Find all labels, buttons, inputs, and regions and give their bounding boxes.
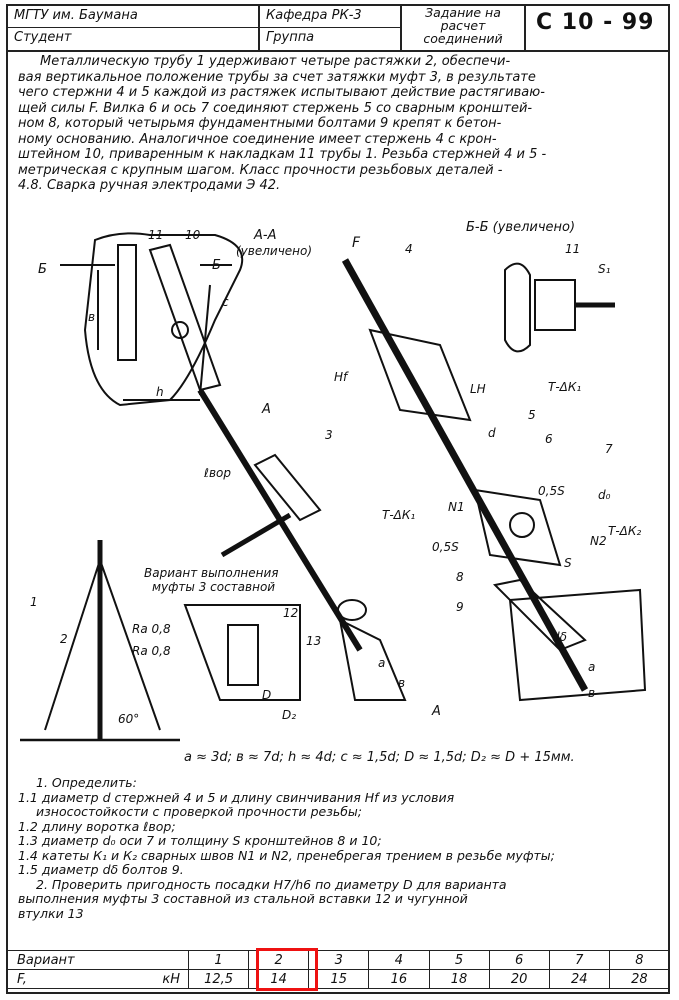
variant-cell: 7	[549, 951, 609, 970]
section-aa-enlarged: (увеличено)	[236, 244, 313, 258]
part-label-7: 7	[605, 442, 613, 456]
task-line: ному основанию. Аналогичное соединение имеет стержень 4 с крон-	[18, 131, 497, 147]
part-label-11-bb: 11	[565, 242, 581, 256]
force-cell: 16	[369, 970, 429, 989]
coupling-3-section	[370, 330, 470, 420]
dim-l-vor: ℓвор	[204, 466, 231, 480]
student-label: Студент	[14, 30, 72, 45]
weld-n1: N1	[448, 500, 465, 514]
table-row-force	[7, 970, 670, 989]
task-title-line3: соединений	[423, 31, 503, 46]
force-f-label: F	[352, 235, 361, 251]
weld-tk2: Т-ΔК₂	[608, 524, 642, 538]
rod-4-5-main	[345, 260, 585, 690]
group-label: Группа	[266, 30, 315, 45]
variant-table	[6, 950, 670, 989]
task-line: щей силы F. Вилка 6 и ось 7 соединяют стержень 5 со сварным кронштей-	[18, 100, 533, 116]
requirement-line: износостойкости с проверкой прочности резьбы;	[36, 805, 363, 819]
force-unit: кН	[162, 971, 180, 987]
dim-b: в	[88, 310, 96, 324]
task-title-line2: расчет	[440, 18, 486, 33]
dim-angle: 60°	[118, 712, 140, 726]
force-label: F,	[17, 971, 27, 987]
part-label-5: 5	[528, 408, 536, 422]
section-a-mark-bottom: А	[432, 704, 441, 719]
insert-12	[228, 625, 258, 685]
force-cell: 14	[249, 970, 309, 989]
roughness-1: Ra 0,8	[132, 622, 171, 636]
part-label-3: 3	[325, 428, 333, 442]
variant-cell: 3	[309, 951, 369, 970]
dim-d0: d₀	[598, 488, 611, 502]
part-label-6: 6	[545, 432, 553, 446]
dim-D: D	[262, 688, 272, 702]
requirement-line: 1.5 диаметр dδ болтов 9.	[18, 863, 184, 877]
section-b-mark-right: Б	[212, 258, 221, 273]
requirement-line: выполнения муфты 3 составной из стальной вставки 12 и чугунной	[18, 892, 468, 906]
force-header	[7, 970, 189, 989]
weld-n2: N2	[590, 534, 607, 548]
variant-caption-line1: Вариант выполнения	[144, 566, 279, 580]
department-text: Кафедра РК-3	[266, 8, 362, 23]
fork-6	[475, 490, 560, 565]
task-title-line1: Задание на	[425, 6, 501, 20]
task-line: 4.8. Сварка ручная электродами Э 42.	[18, 178, 281, 193]
section-bb-bracket	[535, 280, 575, 330]
task-line: ном 8, который четырьмя фундаментными болтами 9 крепят к бетон-	[18, 116, 502, 131]
weld-tk-left: Т-ΔК₁	[382, 508, 416, 522]
force-cell: 15	[309, 970, 369, 989]
variant-cell: 4	[369, 951, 429, 970]
variant-header: Вариант	[7, 951, 189, 970]
table-row-variant	[7, 951, 670, 970]
university-text: МГТУ им. Баумана	[14, 8, 138, 23]
dim-a-left: a	[378, 656, 386, 670]
part-label-13: 13	[306, 634, 322, 648]
selected-variant-highlight	[256, 948, 318, 991]
task-line: метрическая с крупным шагом. Класс прочности резьбовых деталей -	[18, 162, 503, 178]
dim-lh: LH	[470, 382, 486, 396]
variant-cell: 2	[249, 951, 309, 970]
task-line: Металлическую трубу 1 удерживают четыре растяжки 2, обеспечи-	[40, 54, 511, 69]
coupling-3	[255, 455, 320, 520]
joint	[338, 600, 366, 620]
requirement-line: 1.2 длину воротка ℓвор;	[18, 819, 176, 834]
dim-a-right: a	[588, 660, 596, 674]
section-bb-title: Б-Б (увеличено)	[466, 220, 576, 235]
variant-cell: 1	[189, 951, 249, 970]
dim-05s-top: 0,5S	[538, 484, 565, 498]
variant-cell: 6	[489, 951, 549, 970]
plate-11	[118, 245, 136, 360]
force-cell: 28	[609, 970, 669, 989]
dim-hf-top: Нf	[334, 370, 348, 384]
dim-c: с	[222, 295, 229, 309]
guy-2-left	[45, 560, 100, 730]
part-label-9: 9	[456, 600, 464, 614]
dimension-ratios: a ≈ 3d; в ≈ 7d; h ≈ 4d; c ≈ 1,5d; D ≈ 1,5d; D₂ ≈ D + 15мм.	[184, 750, 575, 765]
requirement-line: 1.1 диаметр d стержней 4 и 5 и длину свинчивания Нf из условия	[18, 790, 455, 805]
dim-d-bolt: dδ	[552, 630, 567, 644]
force-cell: 20	[489, 970, 549, 989]
requirement-line: втулки 13	[18, 906, 84, 921]
variant-cell: 8	[609, 951, 669, 970]
wrench-bar	[222, 515, 290, 555]
requirements	[18, 776, 658, 921]
section-a-mark-top: А	[262, 402, 271, 417]
section-b-mark-left: Б	[38, 262, 47, 277]
axis-7	[510, 513, 534, 537]
section-aa-title: А-А	[254, 228, 277, 243]
variant-caption-line2: муфты 3 составной	[152, 580, 276, 594]
part-label-1: 1	[30, 595, 38, 609]
weld-tk1-bb: Т-ΔК₁	[548, 380, 582, 394]
task-code: С 10 - 99	[536, 10, 655, 35]
part-label-12: 12	[283, 606, 299, 620]
dim-05s-left: 0,5S	[432, 540, 459, 554]
section-bb-plate	[505, 264, 530, 352]
task-line: штейном 10, приваренным к накладкам 11 трубы 1. Резьба стержней 4 и 5 -	[18, 147, 547, 162]
task-line: чего стержни 4 и 5 каждой из растяжек испытывают действие растягиваю-	[18, 85, 545, 100]
force-cell: 18	[429, 970, 489, 989]
part-label-8: 8	[456, 570, 464, 584]
variant-cell: 5	[429, 951, 489, 970]
force-cell: 24	[549, 970, 609, 989]
requirement-line: 2. Проверить пригодность посадки Н7/h6 по диаметру D для варианта	[36, 877, 507, 892]
dim-b-left: в	[398, 676, 406, 690]
dim-s: S	[564, 556, 572, 570]
part-label-10: 10	[185, 228, 201, 242]
requirement-line: 1.4 катеты К₁ и К₂ сварных швов N1 и N2, пренебрегая трением в резьбе муфты;	[18, 848, 555, 863]
task-line: вая вертикальное положение трубы за счет затяжки муфт 3, в результате	[18, 69, 536, 85]
dim-b-right: в	[588, 686, 596, 700]
roughness-2: Ra 0,8	[132, 644, 171, 658]
bracket-10	[150, 245, 220, 390]
dim-s1-bb: S₁	[598, 262, 611, 276]
force-cell: 12,5	[189, 970, 249, 989]
dim-d: d	[488, 426, 496, 440]
dim-D2: D₂	[282, 708, 297, 722]
requirement-line: 1. Определить:	[36, 776, 137, 790]
part-label-2: 2	[60, 632, 68, 646]
dim-h: h	[156, 385, 164, 399]
requirement-line: 1.3 диаметр d₀ оси 7 и толщину S кронштейнов 8 и 10;	[18, 834, 382, 848]
part-label-4: 4	[405, 242, 413, 256]
part-label-11: 11	[148, 228, 164, 242]
